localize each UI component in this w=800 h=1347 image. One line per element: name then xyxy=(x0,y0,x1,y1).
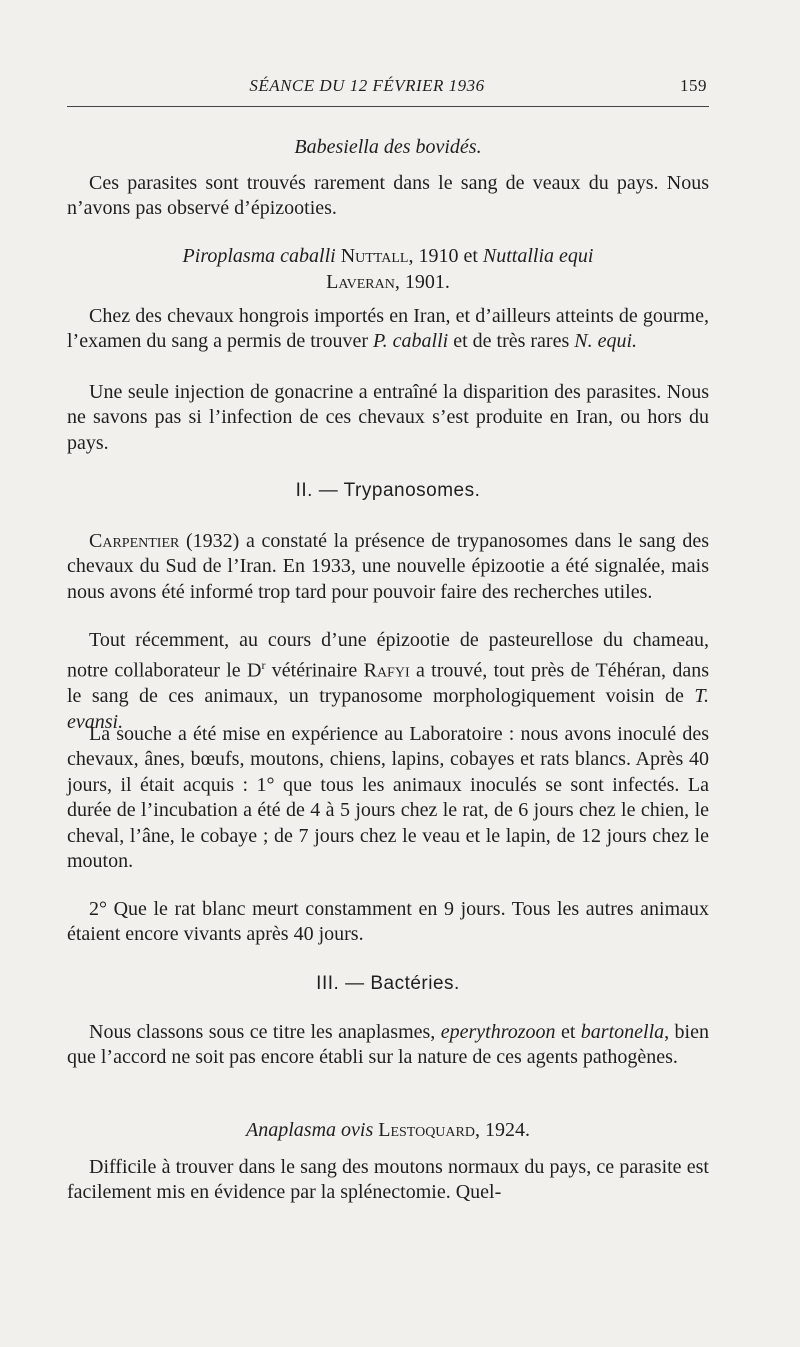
paragraph-trypanosomes-2 xyxy=(67,628,709,735)
term-bartonella: bartonella xyxy=(580,1021,665,1043)
superscript-r: r xyxy=(261,658,266,673)
section-heading-bacteries: III. — Bactéries. xyxy=(316,973,460,994)
species-p-caballi: P. caballi xyxy=(373,330,449,353)
heading-species-equi: Nuttallia equi xyxy=(482,245,594,267)
paragraph-trypanosomes-4: 2° Que le rat blanc meurt constamment en 9 jours. Tous les autres animaux étaient encore vivants après 40 jours. xyxy=(67,898,709,946)
heading-species-anaplasma: Anaplasma ovis xyxy=(246,1119,374,1141)
heading-species-caballi: Piroplasma caballi xyxy=(182,245,336,267)
paragraph-piroplasma-2: Une seule injection de gonacrine a entraîné la disparition des parasites. Nous ne savons pas si l’infection de ces chevaux s’est produite en Iran, ou hors du pays. xyxy=(67,381,709,454)
author-carpentier: Carpentier xyxy=(89,530,180,552)
page-number: 159 xyxy=(680,76,707,95)
paragraph-anaplasma: Difficile à trouver dans le sang des moutons normaux du pays, ce parasite est facilement mis en évidence par la splénectomie. Quel- xyxy=(67,1156,709,1204)
heading-author-lestoquard: Lestoquard xyxy=(378,1119,475,1141)
header-rule xyxy=(67,106,709,107)
heading-year-1901: , 1901. xyxy=(394,271,450,293)
text-run: vétérinaire xyxy=(265,660,364,683)
heading-author-laveran: Laveran xyxy=(326,271,395,293)
text-run: (1932) a constaté la présence de trypanosomes dans le sang des chevaux du Sud de l’Iran. En 1933, une nouvelle épizootie a été signalée, mais nous avons été informé trop tard pour pouvoir faire des recherches utiles. xyxy=(67,530,709,603)
section-heading-trypanosomes: II. — Trypanosomes. xyxy=(295,480,481,501)
section-heading-piroplasma xyxy=(67,243,709,295)
text-run: Chez des chevaux hongrois importés en Iran, et d’ailleurs atteints de gourme, l’examen du sang a permis de trouver xyxy=(67,305,709,353)
section-heading-babesiella: Babesiella des bovidés. xyxy=(294,136,482,158)
paragraph-trypanosomes-1 xyxy=(67,529,709,605)
heading-year-1910: , 1910 et xyxy=(408,245,483,267)
heading-author-nuttall: Nuttall xyxy=(340,245,409,267)
paragraph-trypanosomes-3: La souche a été mise en expérience au Laboratoire : nous avons inoculé des chevaux, ânes, bœufs, moutons, chiens, lapins, cobayes et rats blancs. Après 40 jours, il était acquis : 1° que tous les animaux inoculés se sont infectés. La durée de l’incubation a été de 4 à 5 jours chez le rat, de 6 jours chez le chien, le cheval, l’âne, le cobaye ; de 7 jours chez le veau et le lapin, de 12 jours chez le mouton. xyxy=(67,723,709,873)
running-header xyxy=(67,76,709,98)
paragraph-babesiella: Ces parasites sont trouvés rarement dans le sang de veaux du pays. Nous n’avons pas observé d’épizooties. xyxy=(67,172,709,220)
species-t-evansi: T. evansi. xyxy=(67,685,709,733)
species-n-equi: N. equi. xyxy=(574,330,638,353)
author-rafyi: Rafyi xyxy=(363,660,410,683)
text-run: et xyxy=(555,1021,581,1043)
text-run: et de très rares xyxy=(448,330,575,353)
text-run: Nous classons sous ce titre les anaplasmes, xyxy=(89,1021,441,1043)
section-heading-anaplasma xyxy=(67,1117,709,1143)
text-run: Tout récemment, au cours d’une épizootie de pasteurellose du chameau, notre collaborateur le D xyxy=(67,629,709,683)
running-title: SÉANCE DU 12 FÉVRIER 1936 xyxy=(249,76,485,95)
paragraph-bacteries xyxy=(67,1020,709,1071)
text-run: a trouvé, tout près de Téhéran, dans le sang de ces animaux, un trypanosome morphologiquement voisin de xyxy=(67,660,710,708)
heading-year-1924: , 1924. xyxy=(474,1119,530,1141)
term-eperythrozoon: eperythrozoon xyxy=(440,1021,556,1043)
paragraph-piroplasma-1 xyxy=(67,304,709,355)
text-run: , bien que l’accord ne soit pas encore établi sur la nature de ces agents pathogènes. xyxy=(67,1021,709,1069)
